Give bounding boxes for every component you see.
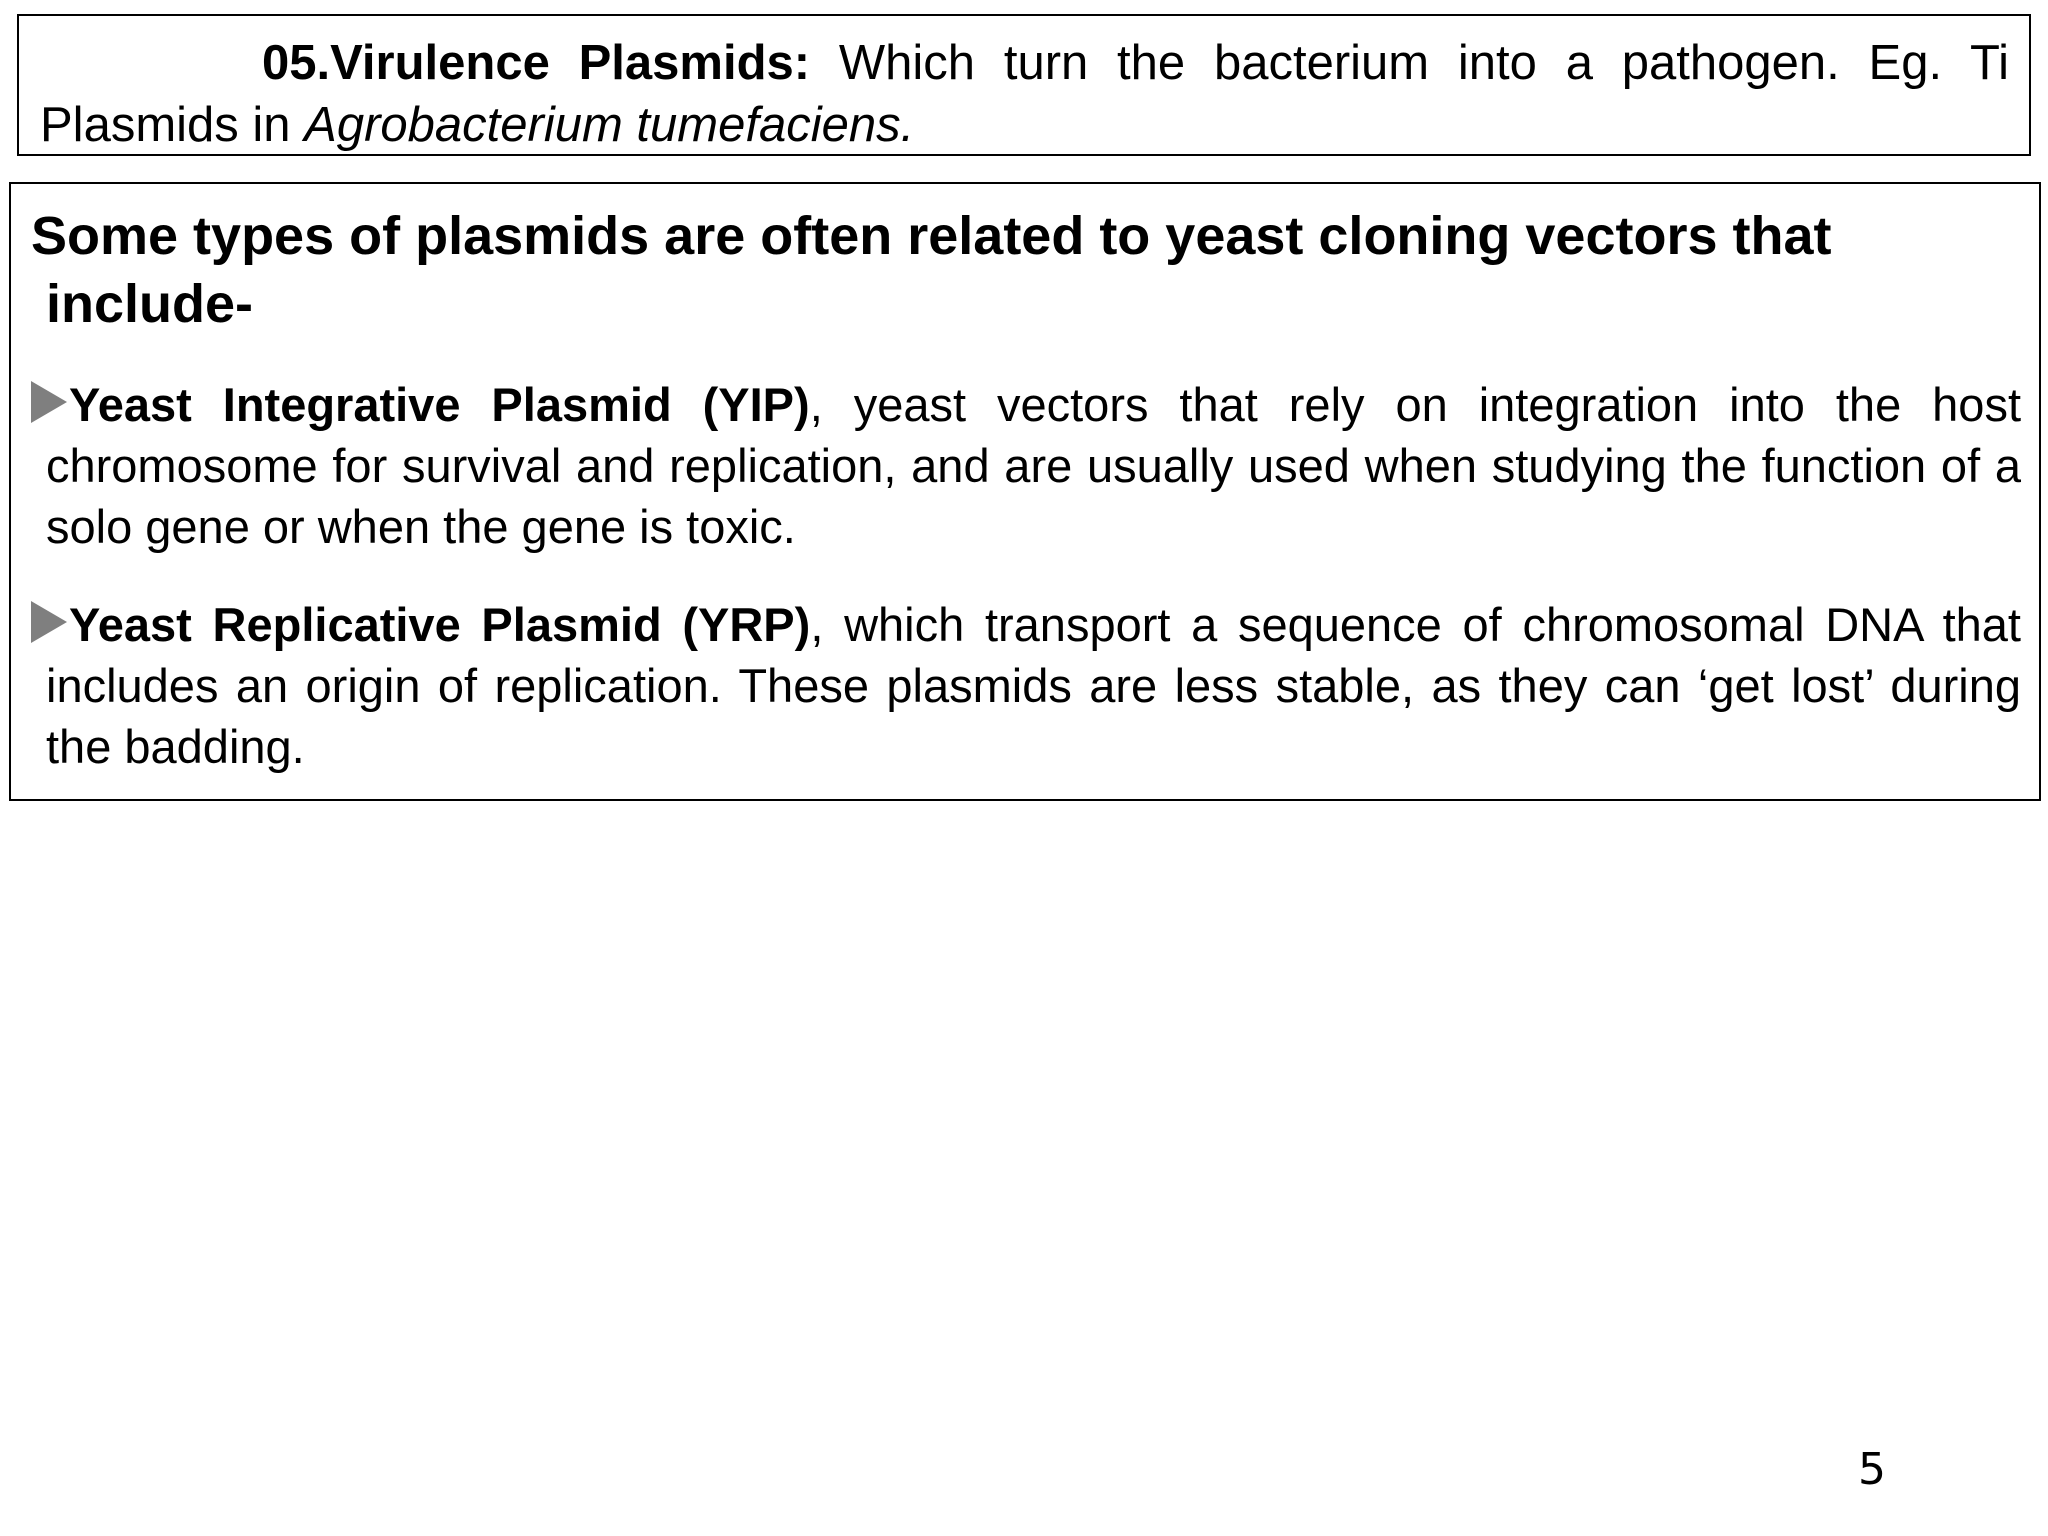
bullet-yip-text: , yeast vectors that rely on integration into the host chromosome for survival and replication, and are usually used when studying the function of a solo gene or when the gene is toxic. (46, 378, 2021, 553)
heading-line-1: Some types of plasmids are often related to yeast cloning vectors that (31, 206, 1832, 266)
yeast-vectors-heading (31, 202, 2021, 338)
virulence-plasmids-box (17, 14, 2031, 156)
bullet-yrp-text: , which transport a sequence of chromosomal DNA that includes an origin of replication. These plasmids are less stable, as they can ‘get lost’ during the badding. (46, 598, 2021, 773)
virulence-plasmids-term: 05.Virulence Plasmids: (262, 36, 811, 90)
triangle-bullet-icon (31, 381, 67, 423)
bullet-yip-term: Yeast Integrative Plasmid (YIP) (69, 378, 810, 431)
bullet-yip (31, 374, 2021, 557)
virulence-plasmids-text: Which turn the bacterium into a pathogen. Eg. Ti Plasmids in (40, 36, 2009, 152)
yeast-vectors-box (9, 182, 2041, 801)
species-name: Agrobacterium tumefaciens. (304, 98, 915, 152)
bullet-yrp-term: Yeast Replicative Plasmid (YRP) (69, 598, 811, 651)
bullet-yrp (31, 594, 2021, 777)
triangle-bullet-icon (31, 601, 67, 643)
heading-line-2: include- (46, 274, 254, 334)
page-number: 5 (1858, 1444, 1886, 1495)
